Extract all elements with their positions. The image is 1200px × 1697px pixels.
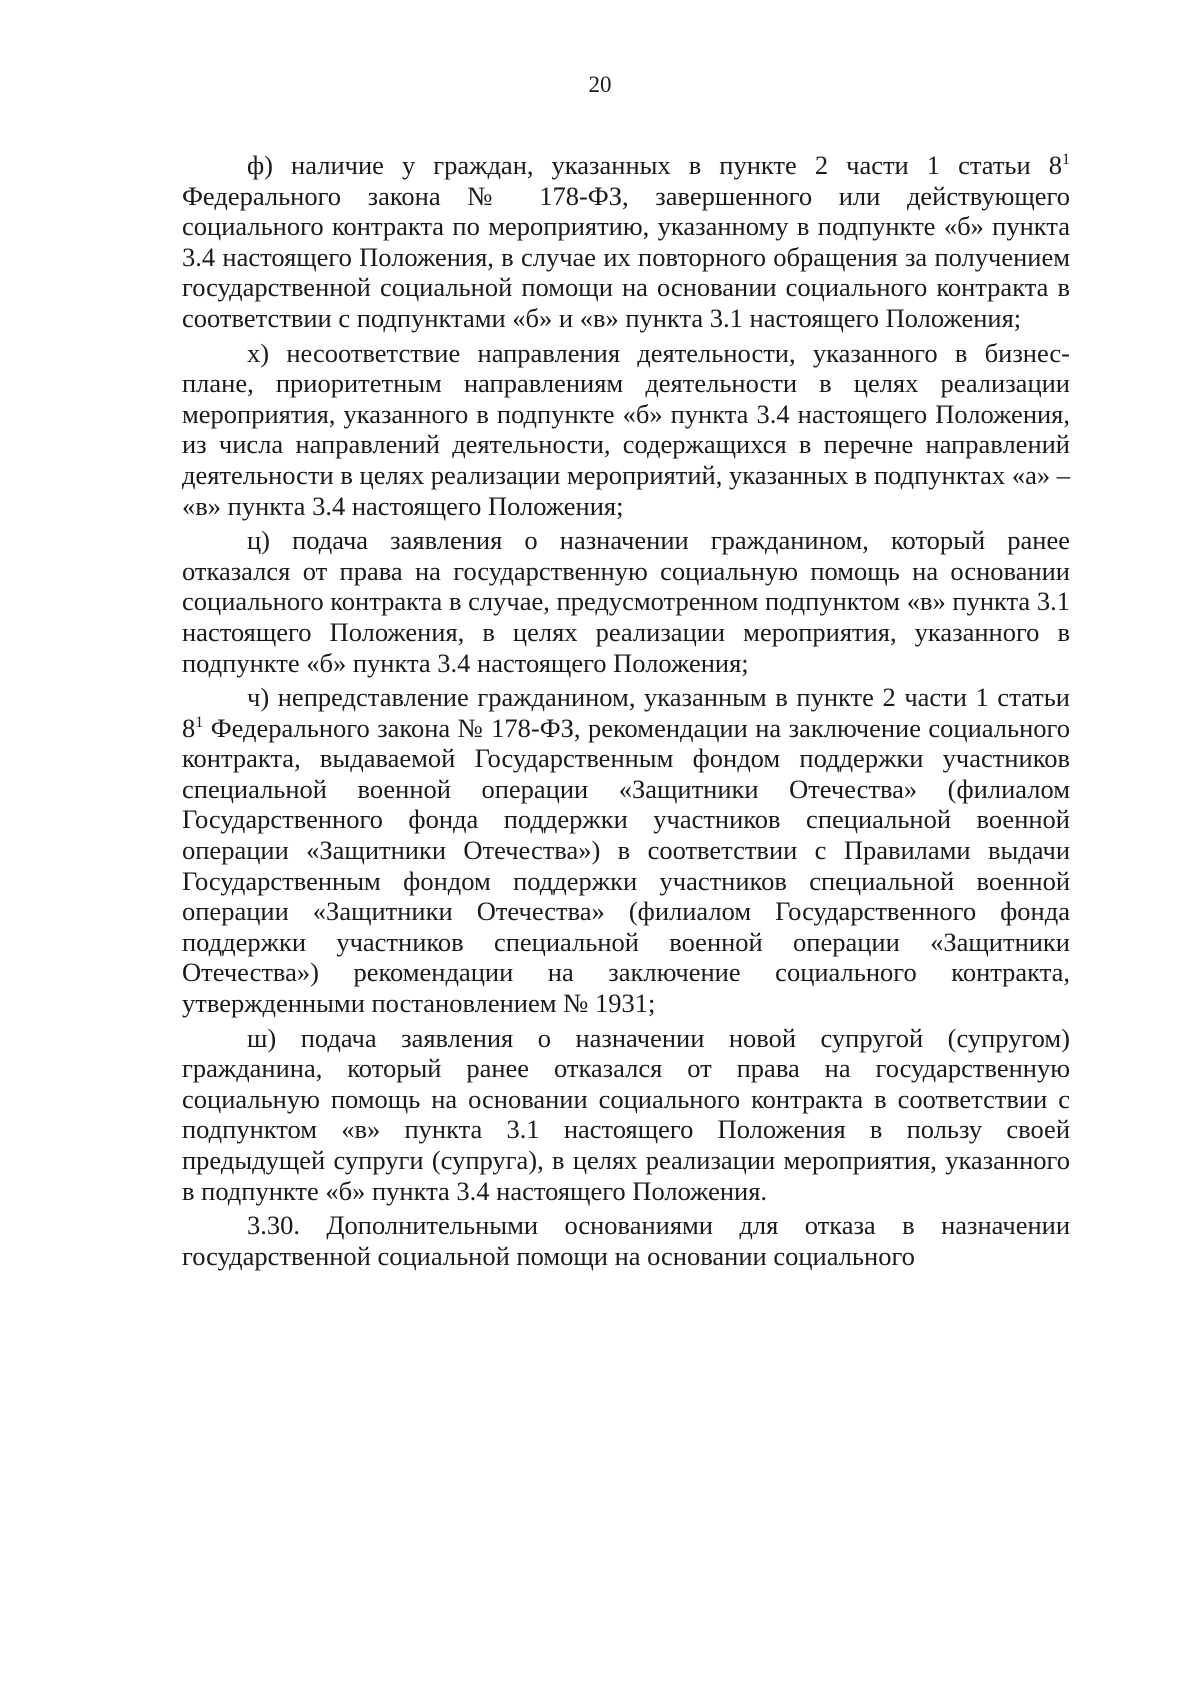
paragraph-ts: ц) подача заявления о назначении гражданином, который ранее отказался от права на государственную социальную помощь на основании социального контракта в случае, предусмотренном подпунктом «в» пункта 3.1 настоящего Положения, в целях реализации мероприятия, указанного в подпункте «б» пункта 3.4 настоящего Положения; (182, 525, 1070, 678)
paragraph-f-text-start: ф) наличие у граждан, указанных в пункте 2 части 1 статьи 8 (247, 150, 1062, 180)
paragraph-ch-text-start: ч) непредставление гражданином, указанным в пункте 2 части 1 статьи 8 (182, 682, 1070, 743)
paragraph-sh: ш) подача заявления о назначении новой супругой (супругом) гражданина, который ранее отказался от права на государственную социальную помощь на основании социального контракта в соответствии с подпунктом «в» пункта 3.1 настоящего Положения в пользу своей предыдущей супруги (супруга), в целях реализации мероприятия, указанного в подпункте «б» пункта 3.4 настоящего Положения. (182, 1022, 1070, 1206)
paragraph-3-30: 3.30. Дополнительными основаниями для отказа в назначении государственной социальной помощи на основании социального (182, 1210, 1070, 1271)
paragraph-f (182, 150, 1070, 334)
paragraph-ch (182, 682, 1070, 1019)
paragraph-f-text-end: Федерального закона № 178-ФЗ, завершенного или действующего социального контракта по мероприятию, указанному в подпункте «б» пункта 3.4 настоящего Положения, в случае их повторного обращения за получением государственной социальной помощи на основании социального контракта в соответствии с подпунктами «б» и «в» пункта 3.1 настоящего Положения; (182, 180, 1070, 333)
paragraph-kh: х) несоответствие направления деятельности, указанного в бизнес-плане, приоритетным направлениям деятельности в целях реализации мероприятия, указанного в подпункте «б» пункта 3.4 настоящего Положения, из числа направлений деятельности, содержащихся в перечне направлений деятельности в целях реализации мероприятий, указанных в подпунктах «а» – «в» пункта 3.4 настоящего Положения; (182, 337, 1070, 521)
paragraph-ch-superscript: 1 (195, 713, 204, 731)
page-number: 20 (588, 72, 612, 97)
document-body (182, 150, 1070, 1275)
paragraph-ch-text-end: Федерального закона № 178-ФЗ, рекомендации на заключение социального контракта, выдаваемой Государственным фондом поддержки участников специальной военной операции «Защитники Отечества» (филиалом Государственного фонда поддержки участников специальной военной операции «Защитники Отечества») в соответствии с Правилами выдачи Государственным фондом поддержки участников специальной военной операции «Защитники Отечества» (филиалом Государственного фонда поддержки участников специальной военной операции «Защитники Отечества») рекомендации на заключение социального контракта, утвержденными постановлением № 1931; (182, 712, 1070, 1019)
paragraph-f-superscript: 1 (1062, 151, 1070, 169)
